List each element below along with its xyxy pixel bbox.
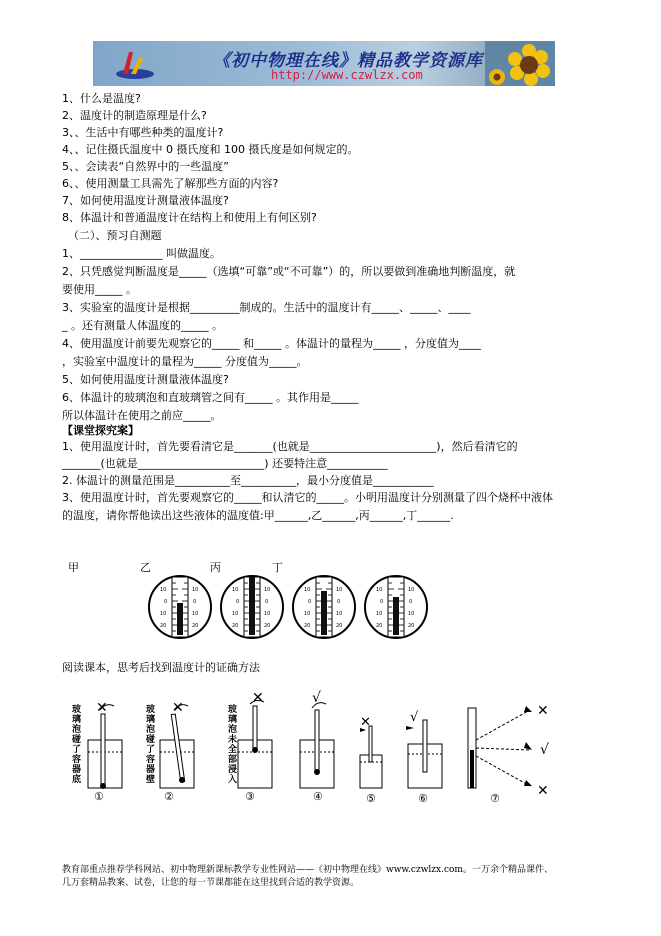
right-mark-7b: √ [540, 742, 549, 758]
wrong-mark-7a: ✕ [537, 703, 549, 719]
class-line-4: 3、使用温度计时，首先要观察它的_____和认清它的_____。小明用温度计分别测量了四个烧杯中液体 [62, 491, 553, 504]
step-note-2: 玻璃泡碰了容器壁 [146, 705, 156, 785]
step-number-3: ③ [245, 790, 255, 803]
test-line-6: 4、使用温度计前要先观察它的_____ 和_____ 。体温计的量程为_____ ，分度值为____ [62, 337, 481, 350]
step-4-diagram [300, 703, 334, 788]
wrong-mark-7c: ✕ [537, 783, 549, 799]
class-line-3: 2. 体温计的测量范围是__________至__________，最小分度值是___________ [62, 474, 434, 487]
question-4: 4、、记住摄氏温度中 0 摄氏度和 100 摄氏度是如何规定的。 [62, 143, 359, 156]
test-line-4: 3、实验室的温度计是根据_________制成的。生活中的温度计有_____、_____、____ [62, 301, 471, 314]
reading-prompt: 阅读课本，思考后找到温度计的证确方法 [62, 661, 260, 674]
test-line-7: ，实验室中温度计的量程为_____ 分度值为_____。 [62, 355, 308, 368]
thermometer-dials [148, 573, 438, 643]
step-3-diagram [238, 700, 272, 788]
step-number-1: ① [94, 790, 104, 803]
step-7-diagram [468, 706, 532, 788]
wrong-mark-2: ✕ [172, 700, 184, 716]
section-title: （二）、预习自测题 [68, 229, 162, 242]
step-number-2: ② [164, 790, 174, 803]
test-line-10: 所以体温计在使用之前应_____。 [62, 409, 222, 422]
right-mark-4: √ [312, 690, 321, 706]
label-bing: 丙 [210, 561, 221, 574]
test-line-5: _ 。还有测量人体温度的_____ 。 [62, 319, 223, 332]
thermometer-bing [293, 576, 355, 638]
question-2: 2、温度计的制造原理是什么? [62, 109, 207, 122]
step-2-diagram [160, 705, 194, 788]
right-mark-6: √ [410, 710, 419, 725]
step-1-diagram [88, 705, 122, 789]
label-yi: 乙 [140, 561, 151, 574]
question-3: 3、、生活中有哪些种类的温度计? [62, 126, 224, 139]
step-note-3: 玻璃泡未全部浸入 [228, 705, 238, 785]
thermometer-ding [365, 576, 427, 638]
footer-line-2: 几万套精品教案、试卷，让您的每一节课都能在这里找到合适的教学资源。 [62, 878, 360, 888]
question-8: 8、体温计和普通温度计在结构上和使用上有何区别? [62, 211, 317, 224]
step-number-4: ④ [313, 790, 323, 803]
step-note-1: 玻璃泡碰了容器底 [72, 705, 82, 785]
step-number-5: ⑤ [366, 792, 376, 805]
class-line-5: 的温度，请你帮他读出这些液体的温度值:甲______,乙______,丙______,丁______. [62, 509, 454, 522]
wrong-mark-1: ✕ [96, 700, 108, 716]
question-7: 7、如何使用温度计测量液体温度? [62, 194, 229, 207]
label-jia: 甲 [68, 561, 79, 574]
class-line-1: 1、使用温度计时，首先要看清它是_______(也就是_______________________)，然后看清它的 [62, 440, 518, 453]
class-title: 【课堂探究案】 [62, 424, 139, 437]
test-line-8: 5、如何使用温度计测量液体温度? [62, 373, 229, 386]
step-number-6: ⑥ [418, 792, 428, 805]
test-line-3: 要使用_____ 。 [62, 283, 137, 296]
label-ding: 丁 [272, 561, 283, 574]
banner-url[interactable]: http://www.czwlzx.com [271, 68, 423, 82]
banner-title: 《初中物理在线》精品教学资源库 [213, 51, 483, 71]
sunflower-icon [485, 41, 555, 86]
question-6: 6、、使用测量工具需先了解那些方面的内容? [62, 177, 279, 190]
class-line-2: _______(也就是_______________________) 还要特注意___________ [62, 457, 388, 470]
test-line-1: 1、_______________ 叫做温度。 [62, 247, 221, 260]
thermometer-yi [221, 576, 283, 638]
step-number-7: ⑦ [490, 792, 500, 805]
thermometer-jia [149, 576, 211, 638]
question-5: 5、、会读表“自然界中的一些温度” [62, 160, 229, 173]
test-line-9: 6、体温计的玻璃泡和直玻璃管之间有_____ 。其作用是_____ [62, 391, 359, 404]
step-5-diagram [360, 726, 382, 788]
logo-icon [115, 48, 155, 80]
wrong-mark-3: ✕ [252, 690, 264, 706]
question-1: 1、什么是温度? [62, 92, 141, 105]
wrong-mark-5: ✕ [360, 715, 371, 730]
footer-line-1: 教育部重点推荐学科网站、初中物理新课标教学专业性网站——《初中物理在线》www.czwlzx.com。一万余个精品课件、 [62, 865, 553, 875]
test-line-2: 2、只凭感觉判断温度是_____（选填“可靠”或“不可靠”）的，所以要做到准确地判断温度，就 [62, 265, 516, 278]
step-6-diagram [406, 720, 442, 788]
header-banner [93, 41, 555, 86]
